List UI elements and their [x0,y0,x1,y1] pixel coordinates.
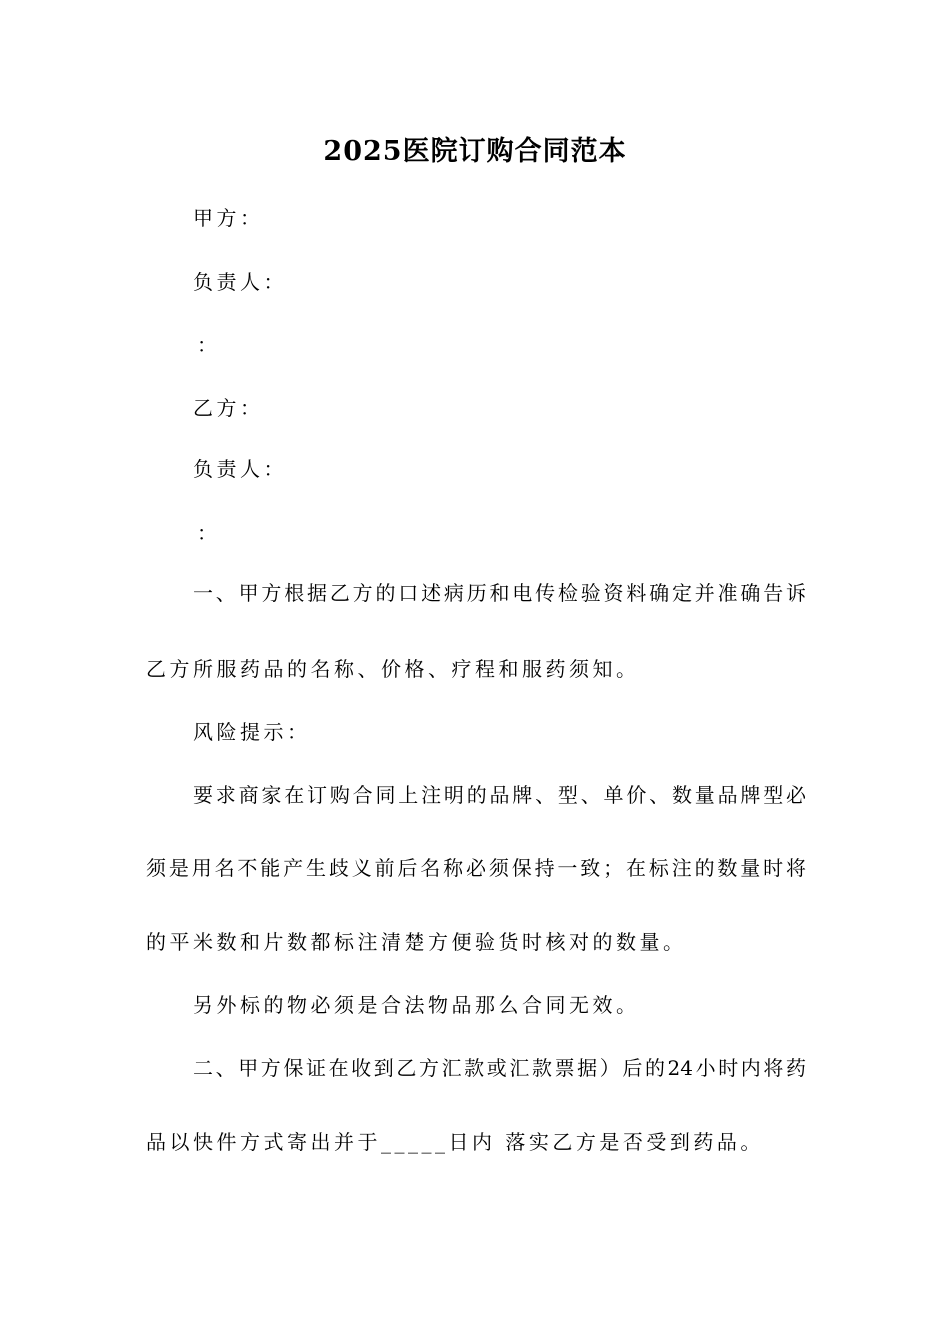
party-a-label: 甲方： [193,206,264,230]
risk-notice-line-4: 另外标的物必须是合法物品那么合同无效。 [193,993,640,1017]
party-b-blank-field: ： [197,521,221,545]
risk-notice-line-2: 须是用名不能产生歧义前后名称必须保持一致；在标注的数量时将 [146,856,806,880]
party-b-label: 乙方： [193,396,264,420]
risk-notice-line-3: 的平米数和片数都标注清楚方便验货时核对的数量。 [146,930,687,954]
party-a-representative-label: 负责人： [193,270,287,294]
clause-1-line-2: 乙方所服药品的名称、价格、疗程和服药须知。 [146,657,640,681]
clause-1-line-1: 一、甲方根据乙方的口述病历和电传检验资料确定并准确告诉 [193,581,806,605]
risk-notice-heading: 风险提示： [193,720,311,744]
clause-2-line-2: 品以快件方式寄出并于_____日内 落实乙方是否受到药品。 [146,1130,764,1154]
party-b-representative-label: 负责人： [193,457,287,481]
document-title: 2025医院订购合同范本 [323,136,627,167]
clause-2-line-1: 二、甲方保证在收到乙方汇款或汇款票据）后的24小时内将药 [193,1056,806,1080]
party-a-blank-field: ： [197,333,221,357]
risk-notice-line-1: 要求商家在订购合同上注明的品牌、型、单价、数量品牌型必 [193,783,806,807]
